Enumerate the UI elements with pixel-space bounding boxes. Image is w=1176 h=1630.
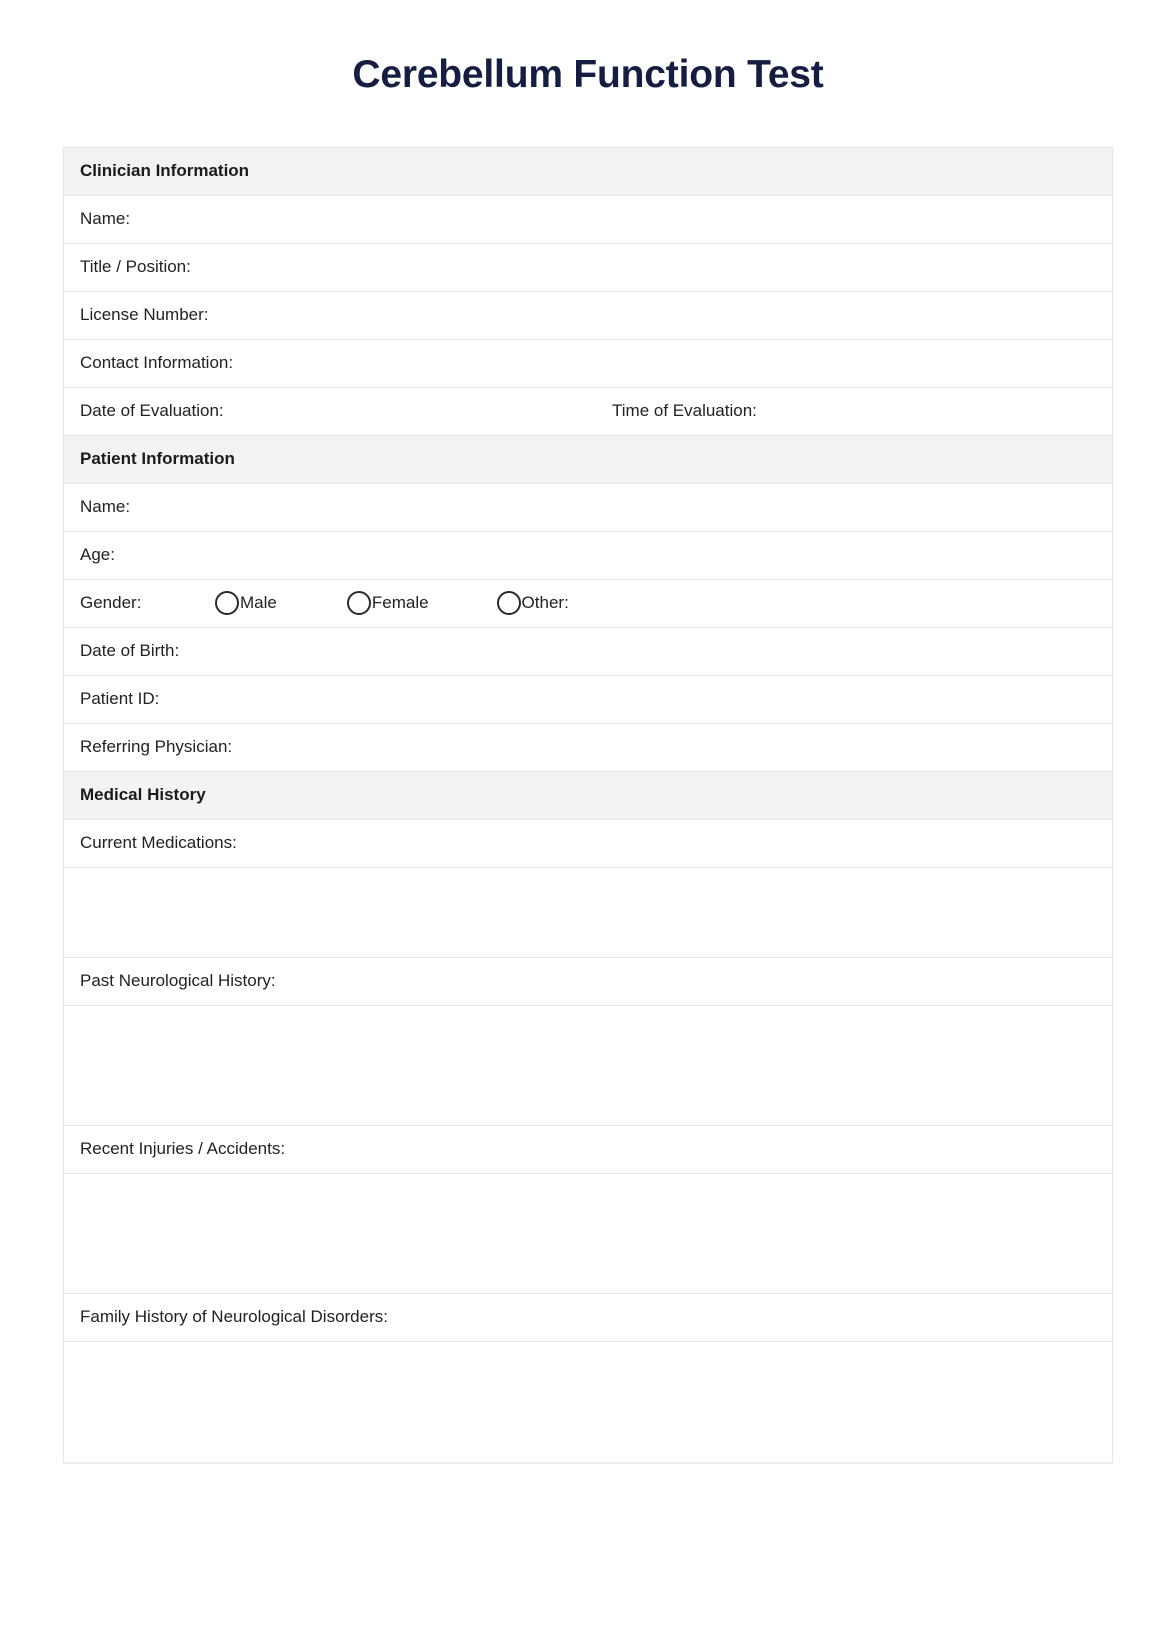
radio-circle-icon[interactable] xyxy=(497,591,521,615)
answer-area-current-medications[interactable] xyxy=(64,868,1112,958)
radio-circle-icon[interactable] xyxy=(215,591,239,615)
field-row-past-neurological-history xyxy=(64,958,1112,1006)
section-header-label: Medical History xyxy=(80,785,206,805)
field-row-patient-date-of-birth[interactable] xyxy=(64,628,1112,676)
field-row-clinician-name[interactable] xyxy=(64,196,1112,244)
section-header-medical-history xyxy=(64,772,1112,820)
field-label-clinician-title-position: Title / Position: xyxy=(80,257,191,277)
field-row-clinician-title-position[interactable] xyxy=(64,244,1112,292)
field-label-recent-injuries-accidents: Recent Injuries / Accidents: xyxy=(80,1139,286,1159)
section-header-label: Clinician Information xyxy=(80,161,250,181)
field-label-clinician-name: Name: xyxy=(80,209,131,229)
gender-option-other-label: Other: xyxy=(521,593,569,613)
field-row-recent-injuries-accidents xyxy=(64,1126,1112,1174)
field-row-patient-gender xyxy=(64,580,1112,628)
field-row-patient-id[interactable] xyxy=(64,676,1112,724)
section-header-clinician-information xyxy=(64,148,1112,196)
answer-area-past-neurological-history[interactable] xyxy=(64,1006,1112,1126)
field-label-patient-date-of-birth: Date of Birth: xyxy=(80,641,180,661)
gender-option-male[interactable] xyxy=(215,591,277,615)
gender-radio-group xyxy=(215,591,569,615)
field-row-patient-name[interactable] xyxy=(64,484,1112,532)
field-row-current-medications xyxy=(64,820,1112,868)
field-label-past-neurological-history: Past Neurological History: xyxy=(80,971,276,991)
field-label-patient-gender: Gender: xyxy=(80,593,142,613)
gender-option-other[interactable] xyxy=(497,591,569,615)
field-label-clinician-license-number: License Number: xyxy=(80,305,209,325)
field-row-clinician-license-number[interactable] xyxy=(64,292,1112,340)
gender-option-male-label: Male xyxy=(240,593,277,613)
field-label-patient-id: Patient ID: xyxy=(80,689,160,709)
field-row-evaluation-date-time[interactable] xyxy=(64,388,1112,436)
field-row-clinician-contact-information[interactable] xyxy=(64,340,1112,388)
field-label-referring-physician: Referring Physician: xyxy=(80,737,233,757)
radio-circle-icon[interactable] xyxy=(347,591,371,615)
gender-option-female[interactable] xyxy=(347,591,429,615)
field-row-referring-physician[interactable] xyxy=(64,724,1112,772)
cerebellum-function-test-form xyxy=(63,147,1113,1464)
field-label-patient-name: Name: xyxy=(80,497,131,517)
field-row-family-history-neurological-disorders xyxy=(64,1294,1112,1342)
field-label-clinician-contact-information: Contact Information: xyxy=(80,353,234,373)
answer-area-family-history-neurological-disorders[interactable] xyxy=(64,1342,1112,1462)
field-row-patient-age[interactable] xyxy=(64,532,1112,580)
field-label-patient-age: Age: xyxy=(80,545,115,565)
answer-area-recent-injuries-accidents[interactable] xyxy=(64,1174,1112,1294)
field-label-current-medications: Current Medications: xyxy=(80,833,237,853)
field-label-date-of-evaluation: Date of Evaluation: xyxy=(80,401,224,421)
gender-option-female-label: Female xyxy=(371,593,429,613)
section-header-patient-information xyxy=(64,436,1112,484)
field-label-family-history-neurological-disorders: Family History of Neurological Disorders: xyxy=(80,1307,388,1327)
field-label-time-of-evaluation: Time of Evaluation: xyxy=(612,401,757,421)
section-header-label: Patient Information xyxy=(80,449,235,469)
page-title: Cerebellum Function Test xyxy=(352,53,824,96)
